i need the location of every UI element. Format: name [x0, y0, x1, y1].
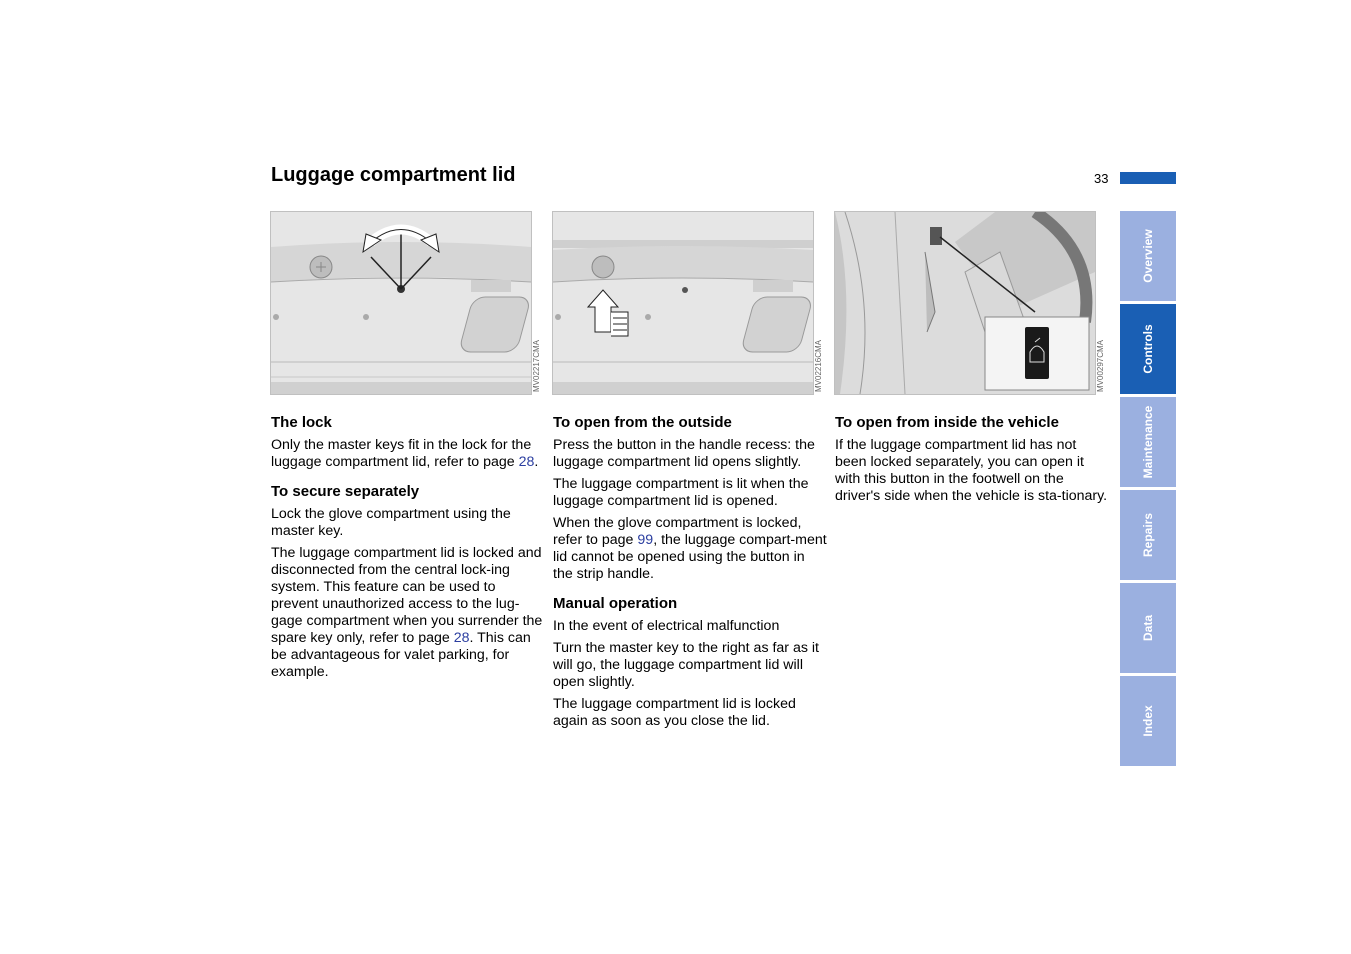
paragraph: Turn the master key to the right as far as it will go, the luggage compartment lid will open slightly. — [553, 640, 819, 690]
text: , the luggage compart-ment lid cannot be opened using the button in the strip handle. — [553, 532, 827, 582]
text: When the glove compartment is locked, refer to page — [553, 515, 802, 548]
heading-manual-operation: Manual operation — [553, 595, 678, 612]
heading-open-inside: To open from inside the vehicle — [835, 414, 1059, 431]
trunk-release-button-icon — [1025, 327, 1049, 379]
paragraph: Press the button in the handle recess: the luggage compartment lid opens slightly. — [553, 437, 815, 470]
tab-label: Repairs — [1141, 512, 1155, 558]
tab-label: Controls — [1141, 324, 1155, 374]
heading-the-lock: The lock — [271, 414, 332, 431]
paragraph: Lock the glove compartment using the master key. — [271, 506, 511, 539]
paragraph — [553, 515, 828, 583]
text: Only the master keys fit in the lock for the luggage compartment lid, refer to page — [271, 437, 532, 470]
tab-repairs[interactable] — [1120, 490, 1176, 580]
header-accent-bar — [1120, 172, 1176, 184]
paragraph: If the luggage compartment lid has not been locked separately, you can open it with this button in the footwell on the driver's side when the vehicle is sta-tionary. — [835, 437, 1108, 504]
figure-code: MV02217CMA — [532, 339, 541, 392]
heading-open-outside: To open from the outside — [553, 414, 732, 431]
paragraph: In the event of electrical malfunction — [553, 618, 780, 634]
figure-outside-button — [552, 211, 814, 395]
paragraph — [271, 545, 546, 681]
column-inside — [835, 414, 1110, 510]
tab-label: Index — [1141, 705, 1155, 737]
page-link-28[interactable]: 28 — [453, 630, 470, 646]
tab-overview[interactable] — [1120, 211, 1176, 301]
page-number: 33 — [1094, 171, 1109, 186]
paragraph — [271, 437, 546, 471]
figure-code: MV00297CMA — [1096, 339, 1105, 392]
tab-label: Data — [1141, 614, 1155, 642]
tab-label: Overview — [1141, 229, 1155, 283]
paragraph: The luggage compartment lid is locked again as soon as you close the lid. — [553, 696, 796, 729]
column-outside — [553, 414, 828, 735]
figure-lock — [270, 211, 532, 395]
figure-code: MV02216CMA — [814, 339, 823, 392]
page-link-99[interactable]: 99 — [637, 532, 654, 548]
heading-secure-separately: To secure separately — [271, 483, 420, 500]
tab-index[interactable] — [1120, 676, 1176, 766]
text: The luggage compartment lid is locked and disconnected from the central lock-ing system. This feature can be used to prevent unauthorized access to the lug-gage compartment when you surrender the spare key only, refer to page — [271, 545, 543, 646]
page-title: Luggage compartment lid — [271, 164, 516, 186]
tab-data[interactable] — [1120, 583, 1176, 673]
text: . This can be advantageous for valet parking, for example. — [271, 630, 531, 680]
tab-label: Maintenance — [1141, 405, 1155, 479]
column-lock — [271, 414, 546, 686]
figure-inside-button — [834, 211, 1096, 395]
page-link-28[interactable]: 28 — [518, 454, 535, 470]
text: . — [534, 454, 539, 470]
section-tabs — [1120, 211, 1176, 769]
paragraph: The luggage compartment is lit when the luggage compartment lid is opened. — [553, 476, 809, 509]
tab-maintenance[interactable] — [1120, 397, 1176, 487]
tab-controls[interactable] — [1120, 304, 1176, 394]
